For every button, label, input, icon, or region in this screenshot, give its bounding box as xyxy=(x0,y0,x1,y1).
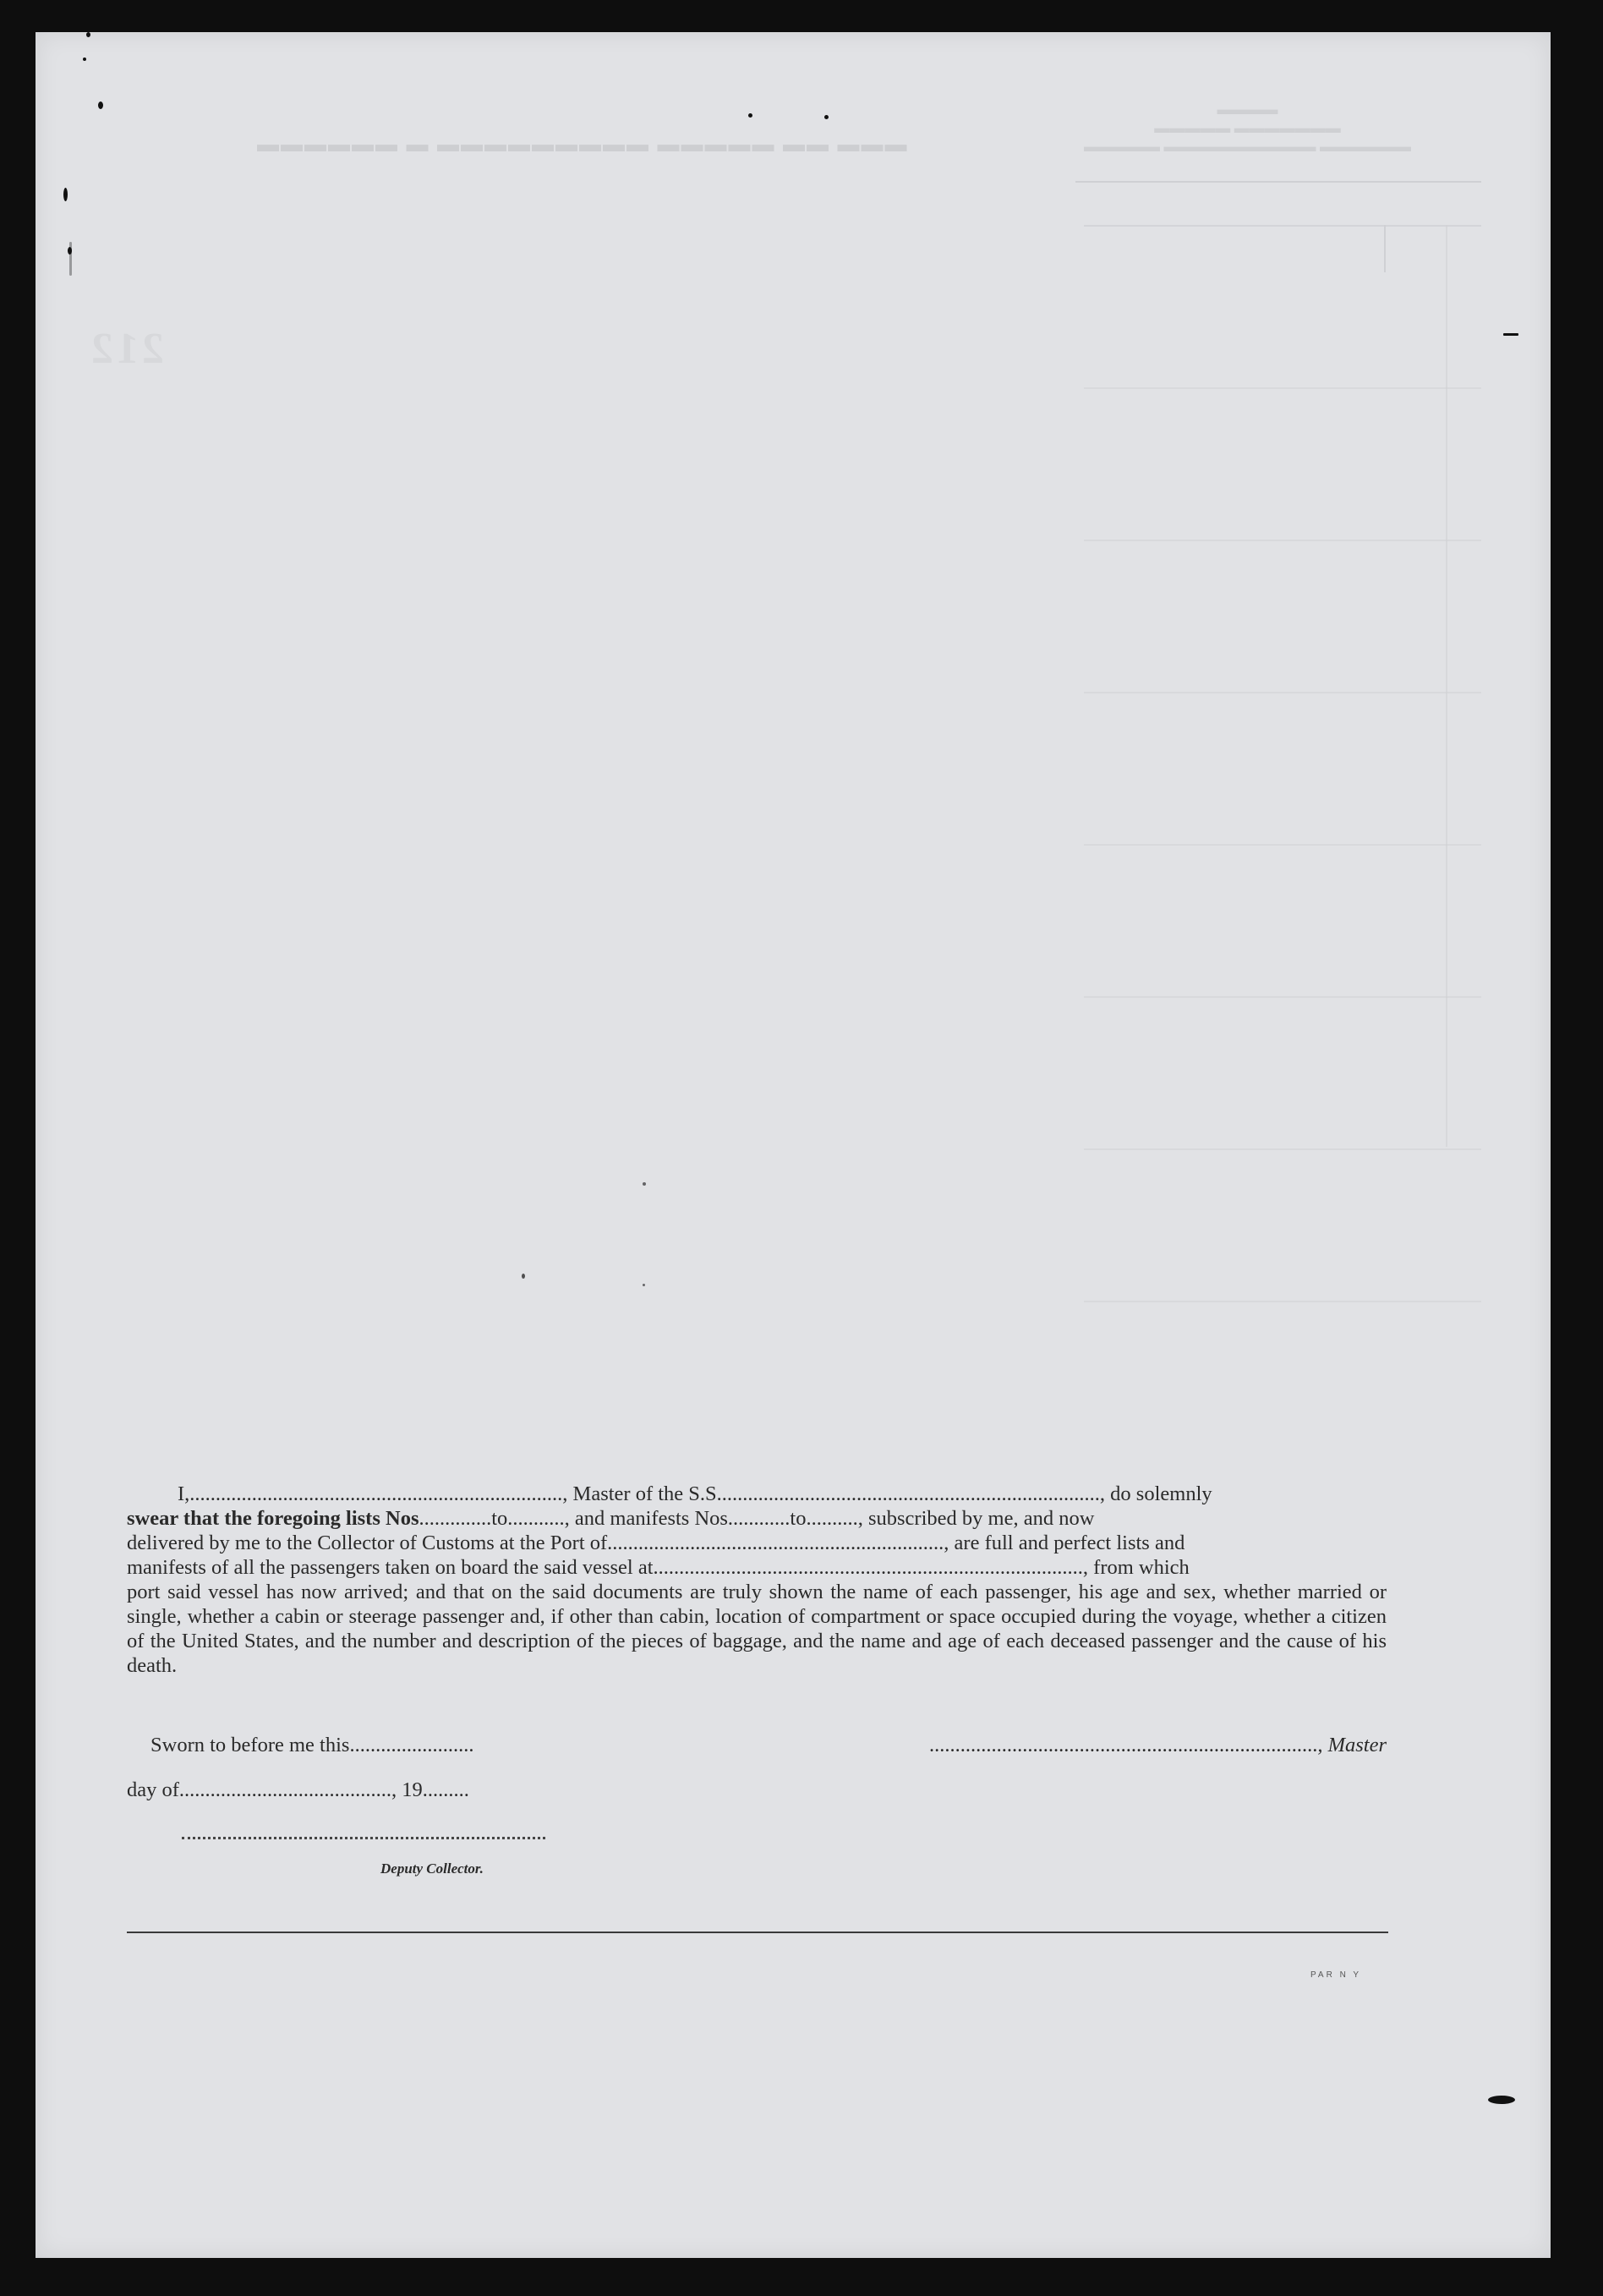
oath-text: , do solemnly xyxy=(1099,1482,1212,1505)
scan-speck xyxy=(1488,2096,1515,2104)
ghost-rule xyxy=(1446,225,1447,1147)
ghost-page-number: 212 xyxy=(88,325,164,373)
oath-line-4 xyxy=(127,1555,1387,1580)
ghost-rule xyxy=(1084,225,1481,227)
master-signature xyxy=(929,1734,1387,1757)
oath-text: to xyxy=(790,1507,807,1530)
scan-speck xyxy=(1503,333,1518,336)
oath-text: to xyxy=(491,1507,508,1530)
ghost-rule xyxy=(1084,387,1481,389)
ghost-rule xyxy=(1084,692,1481,693)
ghost-rule xyxy=(1084,1301,1481,1302)
deputy-signature-blank xyxy=(182,1837,545,1839)
oath-text: manifests of all the passengers taken on board the said vessel at xyxy=(127,1556,654,1579)
oath-line-2 xyxy=(127,1506,1387,1531)
ghost-rule xyxy=(1084,844,1481,846)
scan-speck xyxy=(98,101,103,109)
list-from-blank: .............. xyxy=(419,1507,492,1530)
oath-text: , subscribed by me, and now xyxy=(857,1507,1095,1530)
day-of-line xyxy=(127,1778,469,1802)
ghost-rule xyxy=(1075,181,1481,183)
oath-text: , Master of the S.S. xyxy=(562,1482,722,1505)
scan-speck xyxy=(824,115,829,119)
scan-speck xyxy=(83,58,86,61)
bottom-rule xyxy=(127,1932,1388,1933)
sworn-statement xyxy=(150,1734,473,1757)
ghost-header-left: ▬▬▬ ▬▬ ▬▬▬▬▬ ▬▬▬▬▬▬▬▬▬ ▬ ▬▬▬▬▬▬ xyxy=(255,132,907,156)
sworn-date-blank: ........................ xyxy=(349,1734,474,1756)
oath-text: , are full and perfect lists and xyxy=(944,1532,1185,1554)
port-blank: ................................................................. xyxy=(607,1532,944,1554)
scan-speck xyxy=(63,188,68,201)
manifest-to-blank: .......... xyxy=(806,1507,858,1530)
scan-speck xyxy=(643,1284,645,1286)
scan-speck xyxy=(643,1182,646,1186)
departure-port-blank: ................................................................................... xyxy=(653,1556,1083,1579)
ghost-rule xyxy=(1084,540,1481,541)
year-blank: ......... xyxy=(422,1778,469,1801)
scan-speck xyxy=(86,32,90,37)
ghost-header-right: ▬▬▬▬ ▬▬▬▬▬▬▬ ▬▬▬▬▬ ▬▬▬▬▬▬ ▬▬▬▬▬▬▬▬▬▬ ▬▬▬▬▬ xyxy=(1084,101,1411,155)
oath-text: , and manifests Nos xyxy=(564,1507,728,1530)
year-prefix: , 19 xyxy=(391,1778,423,1801)
deputy-collector-label: Deputy Collector. xyxy=(380,1860,484,1877)
ghost-rule xyxy=(1384,225,1386,272)
printer-mark: PAR N Y xyxy=(1310,1970,1362,1980)
oath-pronoun: I, xyxy=(178,1482,190,1505)
scan-speck xyxy=(68,247,72,255)
oath-text: , from which xyxy=(1082,1556,1190,1579)
oath-line-1 xyxy=(127,1482,1387,1506)
ghost-rule xyxy=(1084,996,1481,998)
oath-text: delivered by me to the Collector of Customs at the Port of xyxy=(127,1532,608,1554)
list-to-blank: ........... xyxy=(507,1507,565,1530)
manifest-from-blank: ............ xyxy=(727,1507,791,1530)
ship-name-blank: ......................................................................... xyxy=(721,1482,1100,1505)
ghost-rule xyxy=(1084,1148,1481,1150)
scan-speck xyxy=(522,1274,525,1279)
oath-body: port said vessel has now arrived; and that on the said documents are truly shown the name of each passenger, his age and sex, whether married or single, whether a cabin or steerage passenger and, if other than cabin, location of compartment or space occupied during the voyage, whether a citizen of the United States, and the number and description of the pieces of baggage, and the name and age of each deceased passenger and the cause of his death. xyxy=(127,1581,1387,1677)
day-label: day of xyxy=(127,1778,179,1801)
master-label: , Master xyxy=(1317,1734,1387,1756)
document-page xyxy=(36,32,1551,2258)
oath-text: swear that the foregoing lists Nos xyxy=(127,1507,419,1530)
oath-line-3 xyxy=(127,1531,1387,1555)
oath-paragraph xyxy=(127,1482,1387,1678)
master-signature-blank: ........................................................................... xyxy=(928,1734,1318,1756)
sworn-label: Sworn to before me this xyxy=(150,1734,350,1756)
scan-speck xyxy=(748,113,752,118)
day-month-blank: ......................................... xyxy=(178,1778,392,1801)
master-name-blank: ........................................................................ xyxy=(189,1482,563,1505)
